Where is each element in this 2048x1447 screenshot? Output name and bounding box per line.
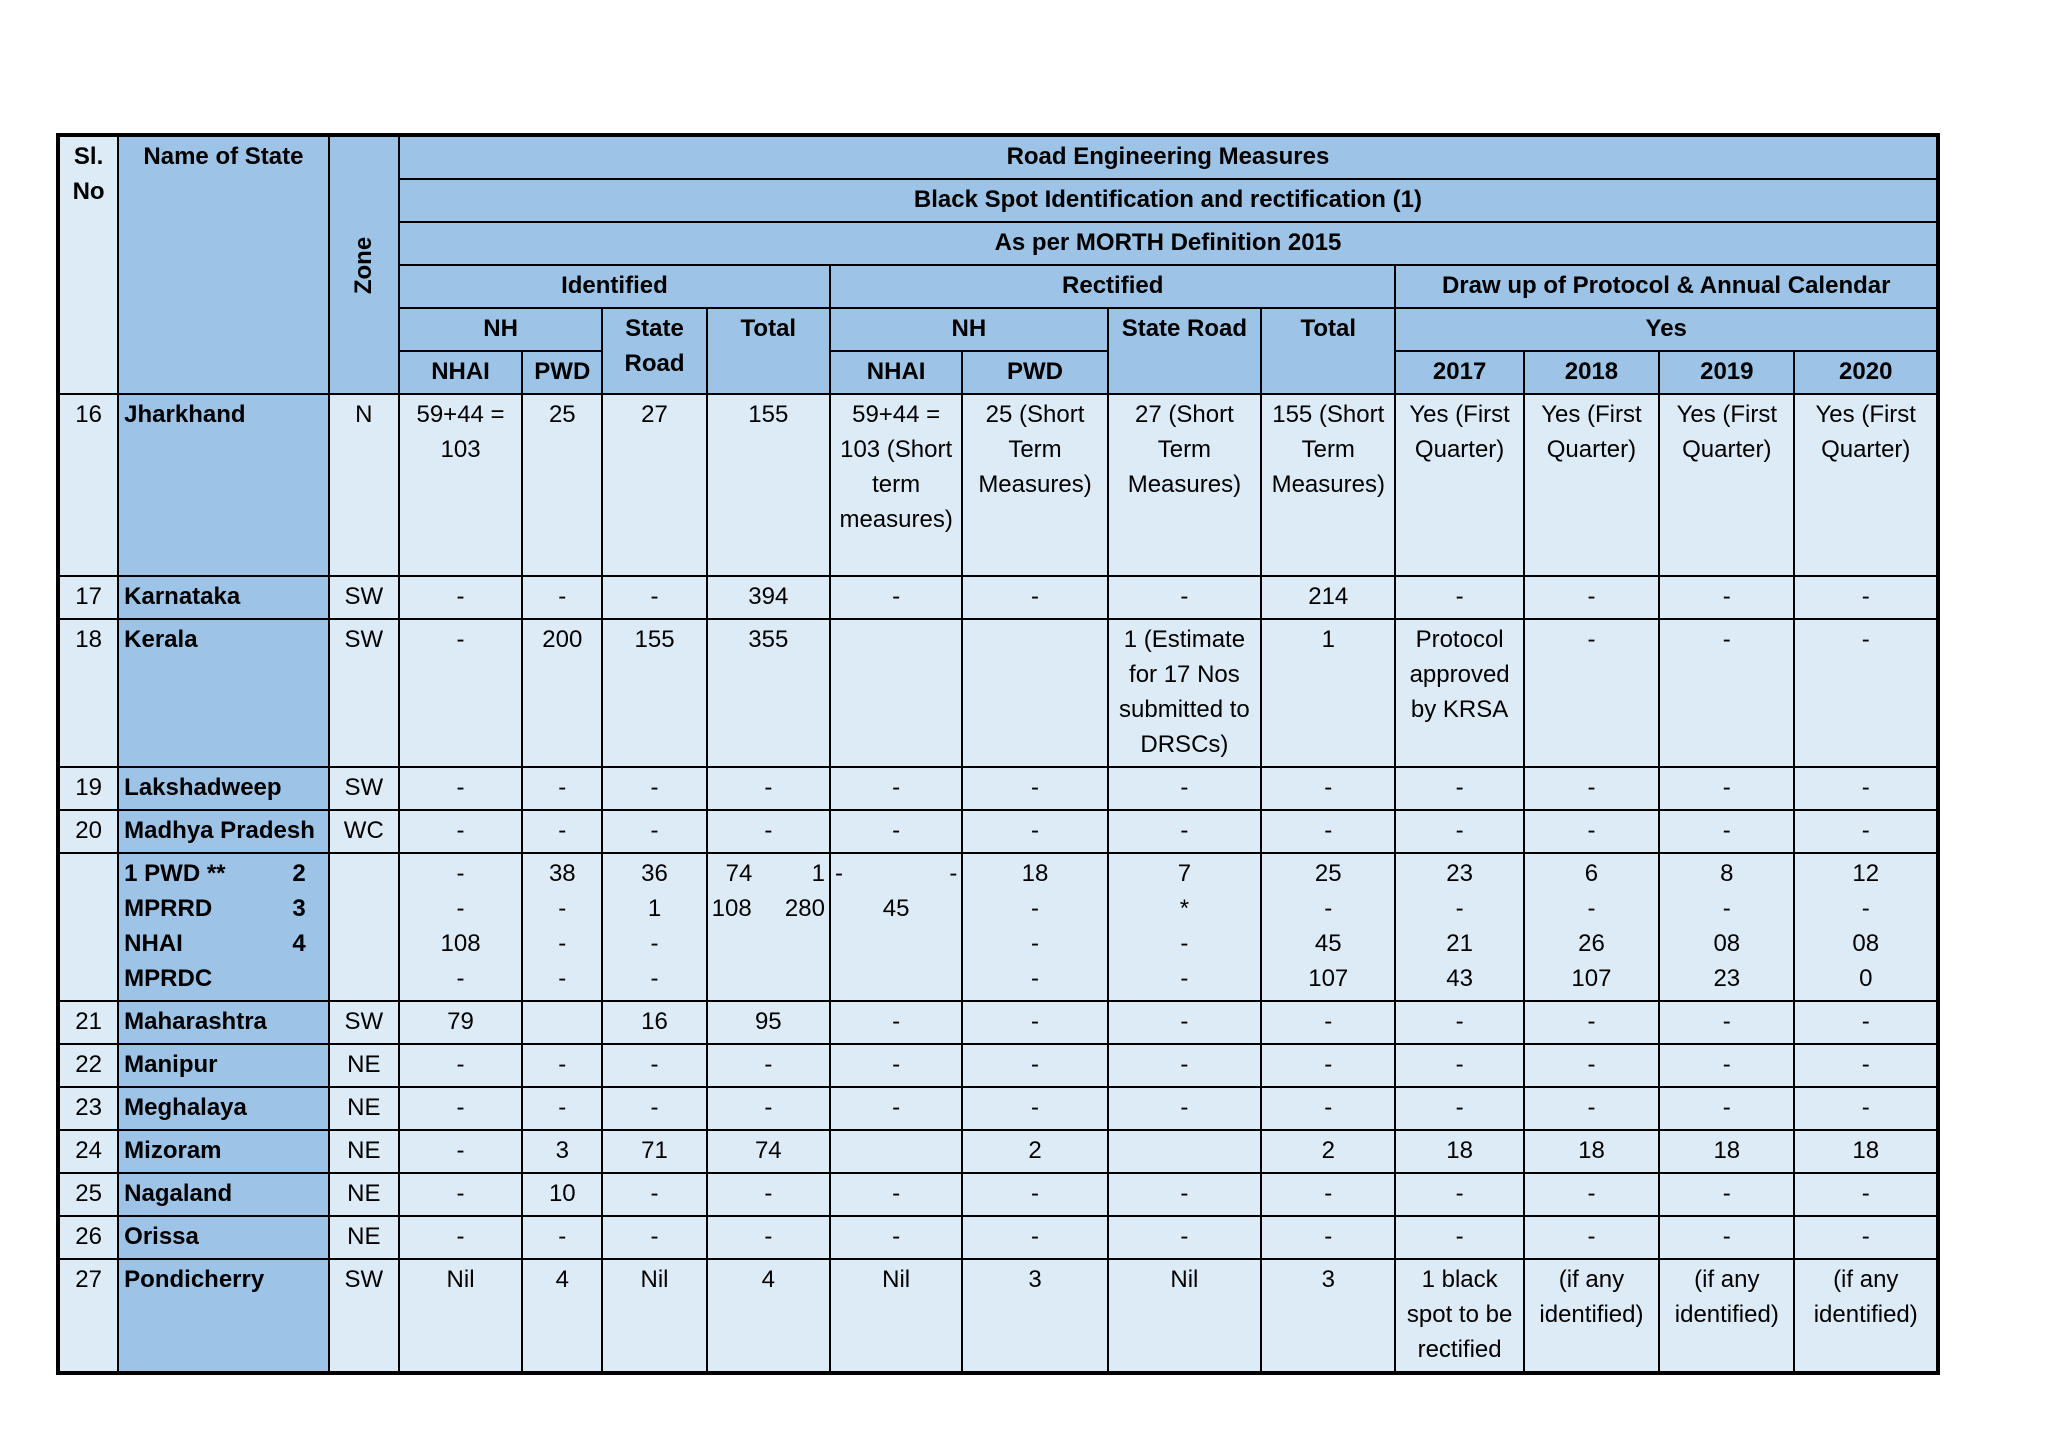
table-row <box>58 576 1938 619</box>
data-cell: - <box>1794 1044 1938 1087</box>
data-cell: Nil <box>830 1259 962 1373</box>
state-name-cell: Karnataka <box>118 576 329 619</box>
data-cell: - <box>707 1173 830 1216</box>
sl-no-cell: 22 <box>58 1044 118 1087</box>
data-cell: 18 <box>1395 1130 1523 1173</box>
data-cell: 3 <box>522 1130 602 1173</box>
data-cell: 394 <box>707 576 830 619</box>
mp-total-cell: 74 1 108 280 <box>707 853 830 1001</box>
mp-rect-pwd-cell: 18 - - - <box>962 853 1107 1001</box>
data-cell: - <box>1794 1001 1938 1044</box>
data-cell: - <box>1108 576 1261 619</box>
data-cell: Yes (First Quarter) <box>1659 394 1794 576</box>
table-body-lower <box>58 1001 1938 1373</box>
data-cell: - <box>962 1044 1107 1087</box>
data-cell: - <box>399 1130 522 1173</box>
data-cell: 2 <box>1261 1130 1395 1173</box>
data-cell: - <box>830 810 962 853</box>
sl-no-cell: 17 <box>58 576 118 619</box>
mp-2019-cell: 8 - 08 23 <box>1659 853 1794 1001</box>
data-cell: - <box>962 810 1107 853</box>
black-spot-table <box>56 133 1940 1375</box>
data-cell: - <box>1108 767 1261 810</box>
header-rectified-state-road: State Road <box>1108 308 1261 394</box>
state-name-cell: Orissa <box>118 1216 329 1259</box>
data-cell: 25 <box>522 394 602 576</box>
data-cell: - <box>962 1001 1107 1044</box>
table-row <box>58 394 1938 576</box>
data-cell: - <box>962 1087 1107 1130</box>
data-cell: 27 <box>602 394 706 576</box>
header-identified: Identified <box>399 265 830 308</box>
sl-no-cell: 26 <box>58 1216 118 1259</box>
black-spot-table-sheet <box>56 133 1940 1375</box>
data-cell: 1 (Estimate for 17 Nos submitted to DRSCs) <box>1108 619 1261 767</box>
data-cell: - <box>522 1044 602 1087</box>
zone-cell: SW <box>329 767 399 810</box>
data-cell: 25 (Short Term Measures) <box>962 394 1107 576</box>
sl-no-cell: 25 <box>58 1173 118 1216</box>
data-cell: - <box>1794 1173 1938 1216</box>
data-cell: 4 <box>707 1259 830 1373</box>
table-row <box>58 1044 1938 1087</box>
table-row-mp-detail <box>58 853 1938 1001</box>
data-cell <box>830 619 962 767</box>
data-cell: - <box>1659 1173 1794 1216</box>
data-cell: - <box>1524 767 1659 810</box>
data-cell: - <box>962 1216 1107 1259</box>
header-rectified-total: Total <box>1261 308 1395 394</box>
zone-cell: WC <box>329 810 399 853</box>
zone-cell: NE <box>329 1087 399 1130</box>
mp-zone-cell <box>329 853 399 1001</box>
table-row <box>58 1001 1938 1044</box>
state-name-cell: Jharkhand <box>118 394 329 576</box>
zone-cell: NE <box>329 1173 399 1216</box>
data-cell: - <box>830 1044 962 1087</box>
header-identified-nh: NH <box>399 308 603 351</box>
data-cell: - <box>1108 1001 1261 1044</box>
header-protocol-yes: Yes <box>1395 308 1938 351</box>
mp-labels-cell: 1 PWD ** 2 MPRRD 3 NHAI 4 MPRDC <box>118 853 329 1001</box>
data-cell: - <box>1261 1001 1395 1044</box>
state-name-cell: Lakshadweep <box>118 767 329 810</box>
sl-no-cell: 21 <box>58 1001 118 1044</box>
col-header-sl-no: Sl. No <box>58 135 118 394</box>
data-cell: - <box>522 1216 602 1259</box>
data-cell: - <box>962 1173 1107 1216</box>
table-row <box>58 1130 1938 1173</box>
header-rectified-nhai: NHAI <box>830 351 962 394</box>
data-cell: 200 <box>522 619 602 767</box>
data-cell: Nil <box>602 1259 706 1373</box>
col-header-zone: Zone <box>329 135 399 394</box>
data-cell: - <box>707 1087 830 1130</box>
data-cell <box>1108 1130 1261 1173</box>
data-cell: - <box>1659 1044 1794 1087</box>
data-cell: - <box>1261 1044 1395 1087</box>
data-cell: - <box>1524 1044 1659 1087</box>
data-cell <box>962 619 1107 767</box>
zone-cell: NE <box>329 1130 399 1173</box>
header-rectified-nh: NH <box>830 308 1108 351</box>
mp-rect-state-cell: 7 * - - <box>1108 853 1261 1001</box>
sl-no-cell: 23 <box>58 1087 118 1130</box>
data-cell: Yes (First Quarter) <box>1395 394 1523 576</box>
data-cell: - <box>1659 1001 1794 1044</box>
header-year-2020: 2020 <box>1794 351 1938 394</box>
sl-no-cell: 18 <box>58 619 118 767</box>
data-cell: - <box>602 767 706 810</box>
data-cell: - <box>1108 810 1261 853</box>
data-cell: 3 <box>1261 1259 1395 1373</box>
data-cell: - <box>1395 576 1523 619</box>
zone-cell: SW <box>329 576 399 619</box>
mp-state-road-cell: 36 1 - - <box>602 853 706 1001</box>
data-cell: 1 black spot to be rectified <box>1395 1259 1523 1373</box>
data-cell: - <box>522 767 602 810</box>
header-year-2018: 2018 <box>1524 351 1659 394</box>
data-cell: - <box>1524 1216 1659 1259</box>
data-cell: - <box>707 767 830 810</box>
table-row <box>58 1173 1938 1216</box>
data-cell: - <box>1108 1044 1261 1087</box>
state-name-cell: Manipur <box>118 1044 329 1087</box>
data-cell: 95 <box>707 1001 830 1044</box>
data-cell: - <box>1659 576 1794 619</box>
data-cell: Nil <box>1108 1259 1261 1373</box>
header-identified-total: Total <box>707 308 830 394</box>
data-cell: - <box>1108 1216 1261 1259</box>
data-cell: - <box>399 767 522 810</box>
data-cell: - <box>1395 1044 1523 1087</box>
sl-no-cell: 16 <box>58 394 118 576</box>
data-cell: - <box>602 1044 706 1087</box>
header-identified-state-road: State Road <box>602 308 706 394</box>
table-row <box>58 1259 1938 1373</box>
table-body-upper <box>58 394 1938 853</box>
col-header-state: Name of State <box>118 135 329 394</box>
state-name-cell: Mizoram <box>118 1130 329 1173</box>
data-cell: - <box>707 810 830 853</box>
data-cell: - <box>707 1216 830 1259</box>
data-cell: 79 <box>399 1001 522 1044</box>
data-cell: (if any identified) <box>1524 1259 1659 1373</box>
mp-rect-nhai-cell: - - 45 <box>830 853 962 1001</box>
zone-cell: NE <box>329 1044 399 1087</box>
data-cell: - <box>1794 619 1938 767</box>
data-cell: 59+44 = 103 <box>399 394 522 576</box>
data-cell: - <box>522 810 602 853</box>
data-cell: - <box>830 576 962 619</box>
data-cell: - <box>1794 767 1938 810</box>
table-row <box>58 810 1938 853</box>
data-cell: 3 <box>962 1259 1107 1373</box>
data-cell: 355 <box>707 619 830 767</box>
mp-nhai-cell: - - 108 - <box>399 853 522 1001</box>
data-cell: 59+44 = 103 (Short term measures) <box>830 394 962 576</box>
data-cell: - <box>1261 810 1395 853</box>
data-cell: - <box>399 1216 522 1259</box>
data-cell: - <box>1395 1087 1523 1130</box>
data-cell: 74 <box>707 1130 830 1173</box>
data-cell: - <box>1659 767 1794 810</box>
data-cell: - <box>1524 1001 1659 1044</box>
table-row <box>58 767 1938 810</box>
data-cell: - <box>602 810 706 853</box>
state-name-cell: Meghalaya <box>118 1087 329 1130</box>
data-cell: - <box>602 576 706 619</box>
data-cell: - <box>1108 1087 1261 1130</box>
header-morth-definition: As per MORTH Definition 2015 <box>399 222 1938 265</box>
data-cell: - <box>522 1087 602 1130</box>
data-cell: - <box>830 767 962 810</box>
data-cell: - <box>1108 1173 1261 1216</box>
header-black-spot: Black Spot Identification and rectification (1) <box>399 179 1938 222</box>
data-cell: Yes (First Quarter) <box>1524 394 1659 576</box>
data-cell: - <box>522 576 602 619</box>
data-cell: - <box>1659 619 1794 767</box>
table-row <box>58 1087 1938 1130</box>
data-cell: 71 <box>602 1130 706 1173</box>
data-cell: - <box>1794 1087 1938 1130</box>
data-cell: 155 <box>602 619 706 767</box>
data-cell: Protocol approved by KRSA <box>1395 619 1523 767</box>
state-name-cell: Pondicherry <box>118 1259 329 1373</box>
data-cell: - <box>399 1044 522 1087</box>
data-cell: 10 <box>522 1173 602 1216</box>
header-protocol: Draw up of Protocol & Annual Calendar <box>1395 265 1938 308</box>
data-cell: - <box>399 576 522 619</box>
state-name-cell: Nagaland <box>118 1173 329 1216</box>
data-cell: - <box>1261 767 1395 810</box>
mp-2018-cell: 6 - 26 107 <box>1524 853 1659 1001</box>
data-cell: - <box>1794 810 1938 853</box>
data-cell: - <box>962 767 1107 810</box>
data-cell: 155 <box>707 394 830 576</box>
table-row <box>58 619 1938 767</box>
data-cell: - <box>1659 1087 1794 1130</box>
header-rectified: Rectified <box>830 265 1395 308</box>
data-cell: 16 <box>602 1001 706 1044</box>
header-road-engineering: Road Engineering Measures <box>399 135 1938 179</box>
data-cell: - <box>830 1216 962 1259</box>
data-cell: - <box>962 576 1107 619</box>
data-cell: - <box>1395 1173 1523 1216</box>
data-cell: - <box>399 1173 522 1216</box>
data-cell: - <box>1659 810 1794 853</box>
header-year-2019: 2019 <box>1659 351 1794 394</box>
data-cell: - <box>707 1044 830 1087</box>
data-cell <box>522 1001 602 1044</box>
data-cell: - <box>602 1087 706 1130</box>
header-identified-nhai: NHAI <box>399 351 522 394</box>
data-cell: - <box>399 810 522 853</box>
data-cell: 18 <box>1794 1130 1938 1173</box>
data-cell: Nil <box>399 1259 522 1373</box>
zone-cell: SW <box>329 619 399 767</box>
data-cell: - <box>1794 576 1938 619</box>
table-body-mp-detail <box>58 853 1938 1001</box>
data-cell: - <box>602 1173 706 1216</box>
data-cell: - <box>1395 1216 1523 1259</box>
header-year-2017: 2017 <box>1395 351 1523 394</box>
data-cell: - <box>1261 1087 1395 1130</box>
data-cell: - <box>1524 1087 1659 1130</box>
zone-cell: SW <box>329 1001 399 1044</box>
mp-2017-cell: 23 - 21 43 <box>1395 853 1523 1001</box>
sl-no-cell: 19 <box>58 767 118 810</box>
data-cell: - <box>830 1087 962 1130</box>
mp-sl-cell <box>58 853 118 1001</box>
data-cell: - <box>1261 1216 1395 1259</box>
data-cell: - <box>1524 576 1659 619</box>
data-cell: (if any identified) <box>1794 1259 1938 1373</box>
data-cell: - <box>1659 1216 1794 1259</box>
data-cell: - <box>1794 1216 1938 1259</box>
data-cell: 155 (Short Term Measures) <box>1261 394 1395 576</box>
data-cell: - <box>602 1216 706 1259</box>
data-cell: - <box>1261 1173 1395 1216</box>
header-rectified-pwd: PWD <box>962 351 1107 394</box>
mp-rect-total-cell: 25 - 45 107 <box>1261 853 1395 1001</box>
data-cell <box>830 1130 962 1173</box>
zone-cell: N <box>329 394 399 576</box>
data-cell: - <box>830 1001 962 1044</box>
data-cell: 18 <box>1524 1130 1659 1173</box>
data-cell: - <box>1524 619 1659 767</box>
sl-no-cell: 27 <box>58 1259 118 1373</box>
sl-no-cell: 24 <box>58 1130 118 1173</box>
mp-pwd-cell: 38 - - - <box>522 853 602 1001</box>
data-cell: 2 <box>962 1130 1107 1173</box>
data-cell: - <box>1395 810 1523 853</box>
state-name-cell: Kerala <box>118 619 329 767</box>
data-cell: 4 <box>522 1259 602 1373</box>
data-cell: - <box>399 1087 522 1130</box>
data-cell: - <box>1395 1001 1523 1044</box>
data-cell: - <box>1524 1173 1659 1216</box>
sl-no-cell: 20 <box>58 810 118 853</box>
data-cell: (if any identified) <box>1659 1259 1794 1373</box>
table-row <box>58 1216 1938 1259</box>
mp-2020-cell: 12 - 08 0 <box>1794 853 1938 1001</box>
zone-cell: SW <box>329 1259 399 1373</box>
data-cell: - <box>1524 810 1659 853</box>
data-cell: 18 <box>1659 1130 1794 1173</box>
data-cell: 27 (Short Term Measures) <box>1108 394 1261 576</box>
header-identified-pwd: PWD <box>522 351 602 394</box>
data-cell: 214 <box>1261 576 1395 619</box>
data-cell: - <box>1395 767 1523 810</box>
data-cell: - <box>830 1173 962 1216</box>
zone-cell: NE <box>329 1216 399 1259</box>
state-name-cell: Maharashtra <box>118 1001 329 1044</box>
state-name-cell: Madhya Pradesh <box>118 810 329 853</box>
data-cell: 1 <box>1261 619 1395 767</box>
data-cell: Yes (First Quarter) <box>1794 394 1938 576</box>
data-cell: - <box>399 619 522 767</box>
